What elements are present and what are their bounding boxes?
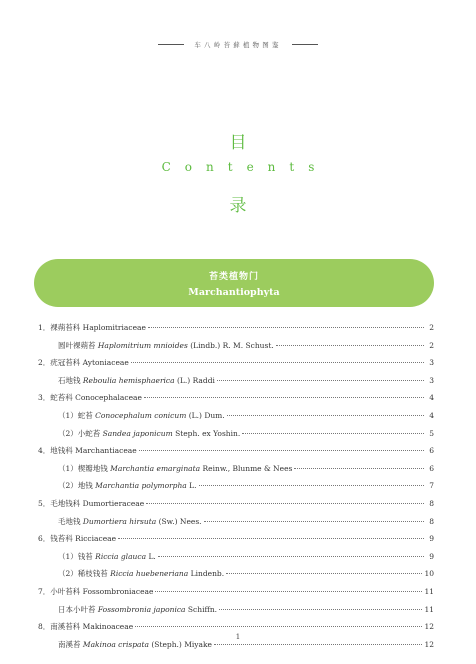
header-title: 车八岭苔藓植物图鉴 xyxy=(194,40,282,49)
entry-label xyxy=(38,498,144,509)
entry-latin-name: Makinoaceae xyxy=(82,622,134,632)
page-number: 1 xyxy=(235,633,241,641)
header-rule-left xyxy=(158,44,184,45)
entry-page-number: 3 xyxy=(429,375,434,385)
entry-chinese-name: 圆叶裸蒴苔 xyxy=(58,340,96,350)
toc-entry-species[interactable] xyxy=(38,480,434,498)
entry-chinese-name: 楔瓣地钱 xyxy=(77,463,108,473)
toc-entry-family[interactable] xyxy=(38,445,434,463)
entry-chinese-name: 裸蒴苔科 xyxy=(50,323,81,332)
entry-chinese-name: 毛地钱 xyxy=(58,516,81,526)
entry-page-number: 9 xyxy=(429,551,434,561)
entry-latin-name: Conocephalum conicum xyxy=(95,410,187,420)
entry-page-number: 11 xyxy=(424,586,434,596)
entry-page-number: 2 xyxy=(429,323,434,332)
entry-label xyxy=(58,551,156,562)
toc-entry-species[interactable] xyxy=(38,551,434,569)
entry-page-number: 12 xyxy=(424,639,434,649)
toc-entry-species[interactable] xyxy=(38,340,434,358)
entry-label xyxy=(38,586,153,597)
entry-chinese-name: 小蛇苔 xyxy=(77,428,101,438)
entry-chinese-name: 钱苔 xyxy=(77,551,93,561)
entry-page-number: 5 xyxy=(429,428,434,438)
toc-entry-family[interactable] xyxy=(38,357,434,375)
entry-page-number: 12 xyxy=(424,622,434,632)
dot-leader xyxy=(242,433,424,434)
entry-author: Steph. ex Yoshin. xyxy=(175,428,241,438)
dot-leader xyxy=(158,556,424,557)
section-title-en: Marchantiophyta xyxy=(188,286,280,298)
dot-leader xyxy=(131,362,424,363)
entry-chinese-name: 蛇苔科 xyxy=(50,393,73,403)
toc-entry-species[interactable] xyxy=(38,604,434,622)
toc-entry-species[interactable] xyxy=(38,428,434,446)
entry-label xyxy=(58,463,292,474)
entry-author: Schiffn. xyxy=(187,604,218,614)
entry-chinese-name: 小叶苔科 xyxy=(50,586,81,596)
entry-page-number: 8 xyxy=(429,516,434,526)
dot-leader xyxy=(276,345,424,346)
entry-author: L. xyxy=(189,481,197,491)
entry-page-number: 6 xyxy=(429,446,434,456)
entry-chinese-name: 毛地钱科 xyxy=(50,498,81,508)
entry-latin-name: Ricciaceae xyxy=(75,534,117,544)
toc-entry-species[interactable] xyxy=(38,639,434,657)
entry-latin-name: Marchantia polymorpha xyxy=(95,481,187,491)
dot-leader xyxy=(219,609,422,610)
entry-label xyxy=(58,604,217,615)
toc-entry-species[interactable] xyxy=(38,410,434,428)
dot-leader xyxy=(199,485,424,486)
dot-leader xyxy=(217,380,424,381)
toc-heading-lu: 录 xyxy=(229,196,247,216)
entry-label xyxy=(38,533,116,544)
entry-label xyxy=(38,322,146,333)
entry-chinese-name: 蛇苔 xyxy=(77,410,93,420)
entry-number: 6． xyxy=(38,534,51,544)
entry-author: L. xyxy=(148,551,156,561)
entry-author: Reinw., Blunme & Nees xyxy=(202,463,293,473)
entry-page-number: 2 xyxy=(429,340,434,350)
entry-number: 4． xyxy=(38,446,51,456)
section-title-cn: 苔类植物门 xyxy=(208,271,259,282)
entry-chinese-name: 地钱科 xyxy=(50,446,73,456)
toc-entry-family[interactable] xyxy=(38,392,434,410)
entry-latin-name: Reboulia hemisphaerica xyxy=(82,375,175,385)
entry-latin-name: Fossombroniaceae xyxy=(82,586,154,596)
entry-label xyxy=(58,340,274,351)
entry-number: （1） xyxy=(58,463,78,473)
entry-chinese-name: 钱苔科 xyxy=(50,534,73,544)
entry-label xyxy=(58,410,225,421)
toc-entry-species[interactable] xyxy=(38,463,434,481)
entry-page-number: 4 xyxy=(429,410,434,420)
dot-leader xyxy=(148,327,424,328)
toc-entry-family[interactable] xyxy=(38,533,434,551)
entry-latin-name: Dumortieraceae xyxy=(82,498,145,508)
entry-number: （2） xyxy=(58,569,78,579)
entry-number: 5． xyxy=(38,498,51,508)
entry-label xyxy=(58,568,224,579)
entry-number: 3． xyxy=(38,393,51,403)
entry-latin-name: Dumortiera hirsuta xyxy=(82,516,157,526)
dot-leader xyxy=(144,397,424,398)
toc-entry-species[interactable] xyxy=(38,568,434,586)
entry-number: （2） xyxy=(58,481,78,491)
entry-number: （1） xyxy=(58,551,78,561)
entry-label xyxy=(58,428,240,439)
entry-latin-name: Fossombronia japonica xyxy=(97,604,186,614)
entry-page-number: 3 xyxy=(429,358,434,368)
dot-leader xyxy=(227,415,424,416)
entry-chinese-name: 南溪苔科 xyxy=(50,622,81,632)
dot-leader xyxy=(135,626,422,627)
entry-page-number: 9 xyxy=(429,534,434,544)
dot-leader xyxy=(226,573,422,574)
dot-leader xyxy=(294,468,424,469)
header-rule-right xyxy=(292,44,318,45)
entry-number: （2） xyxy=(58,428,78,438)
entry-label xyxy=(58,516,202,527)
entry-chinese-name: 稀枝钱苔 xyxy=(77,569,108,579)
entry-author: (L.) Dum. xyxy=(188,410,225,420)
entry-number: 2． xyxy=(38,358,51,368)
entry-author: (Lindb.) R. M. Schust. xyxy=(190,340,274,350)
toc-entry-species[interactable] xyxy=(38,516,434,534)
dot-leader xyxy=(139,450,424,451)
entry-label xyxy=(38,621,133,632)
toc-entry-species[interactable] xyxy=(38,375,434,393)
entry-label xyxy=(38,357,129,368)
entry-latin-name: Aytoniaceae xyxy=(82,358,129,368)
entry-latin-name: Riccia huebeneriana xyxy=(110,569,189,579)
entry-latin-name: Conocephalaceae xyxy=(75,393,142,403)
toc-entry-family[interactable] xyxy=(38,322,434,340)
dot-leader xyxy=(146,503,424,504)
entry-page-number: 7 xyxy=(429,481,434,491)
entry-latin-name: Riccia glauca xyxy=(95,551,147,561)
entry-latin-name: Haplomitrium mnioides xyxy=(97,340,188,350)
entry-label xyxy=(58,375,215,386)
entry-latin-name: Haplomitriaceae xyxy=(82,323,146,332)
toc-entries xyxy=(38,322,434,656)
entry-chinese-name: 石地钱 xyxy=(58,375,81,385)
dot-leader xyxy=(214,644,422,645)
entry-number: 1． xyxy=(38,323,51,332)
entry-author: Lindenb. xyxy=(190,569,225,579)
entry-number: （1） xyxy=(58,410,78,420)
entry-author: (L.) Raddi xyxy=(177,375,215,385)
toc-heading-mu: 目 xyxy=(229,133,247,153)
entry-label xyxy=(38,445,137,456)
entry-page-number: 8 xyxy=(429,498,434,508)
entry-author: (Sw.) Nees. xyxy=(158,516,202,526)
entry-chinese-name: 南溪苔 xyxy=(58,639,81,649)
dot-leader xyxy=(204,521,424,522)
entry-page-number: 6 xyxy=(429,463,434,473)
entry-label xyxy=(58,480,197,491)
running-header xyxy=(0,38,476,50)
entry-page-number: 11 xyxy=(424,604,434,614)
entry-chinese-name: 地钱 xyxy=(77,481,93,491)
entry-latin-name: Marchantia emarginata xyxy=(110,463,201,473)
entry-latin-name: Marchantiaceae xyxy=(75,446,137,456)
toc-entry-family[interactable] xyxy=(38,498,434,516)
entry-number: 8． xyxy=(38,622,51,632)
dot-leader xyxy=(155,591,422,592)
entry-chinese-name: 疣冠苔科 xyxy=(50,358,81,368)
entry-latin-name: Makinoa crispata xyxy=(82,639,149,649)
entry-page-number: 4 xyxy=(429,393,434,403)
entry-latin-name: Sandea japonicum xyxy=(102,428,173,438)
entry-number: 7． xyxy=(38,586,51,596)
entry-page-number: 10 xyxy=(424,569,434,579)
entry-label xyxy=(38,392,142,403)
section-banner xyxy=(34,259,434,307)
dot-leader xyxy=(118,538,424,539)
entry-chinese-name: 日本小叶苔 xyxy=(58,604,96,614)
toc-entry-family[interactable] xyxy=(38,586,434,604)
toc-heading-contents: Contents xyxy=(161,160,329,174)
entry-author: (Steph.) Miyake xyxy=(151,639,212,649)
